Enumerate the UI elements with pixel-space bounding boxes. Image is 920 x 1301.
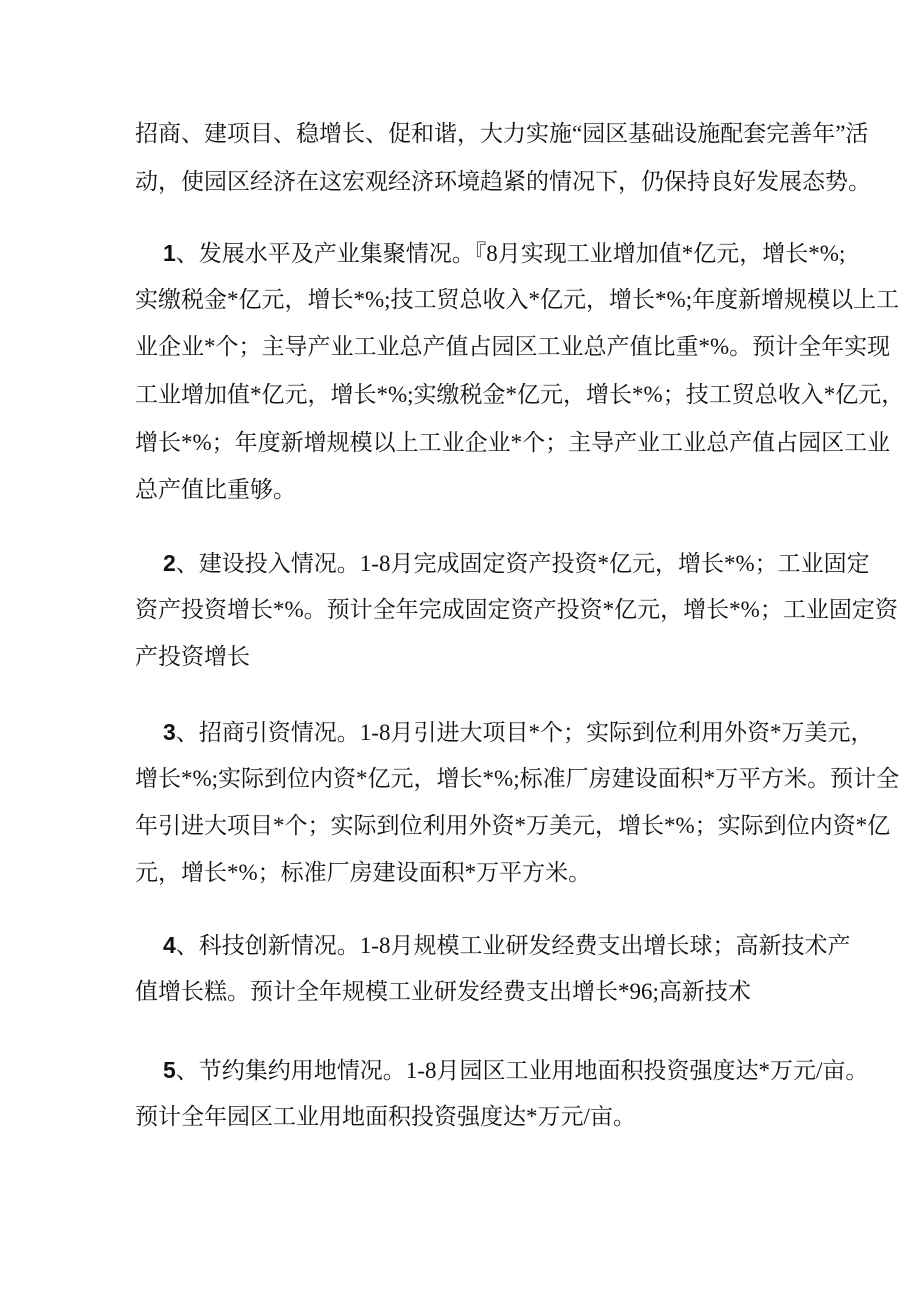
section-4-first-line: [163, 930, 851, 960]
section-2-first-line: [163, 548, 870, 578]
section-3-line: 元，增长*%；标准厂房建设面积*万平方米。: [135, 860, 592, 885]
section-1-first-line: [163, 238, 846, 268]
section-1-line: 总产值比重够。: [135, 477, 296, 502]
section-number: 2: [163, 550, 176, 576]
section-heading-text: 、发展水平及产业集聚情况。『8月实现工业增加值*亿元，增长*%;: [175, 241, 846, 266]
intro-line: 动，使园区经济在这宏观经济环境趋紧的情况下，仍保持良好发展态势。: [135, 169, 871, 194]
section-heading-text: 、节约集约用地情况。1-8月园区工业用地面积投资强度达*万元/亩。: [175, 1058, 869, 1083]
section-1-line: 增长*%；年度新增规模以上工业企业*个；主导产业工业总产值占园区工业: [135, 430, 891, 455]
section-number: 4: [163, 932, 176, 958]
section-3-first-line: [163, 717, 874, 747]
section-5-first-line: [163, 1055, 869, 1085]
section-3-line: 年引进大项目*个；实际到位利用外资*万美元，增长*%；实际到位内资*亿: [135, 813, 891, 838]
section-5-line: 预计全年园区工业用地面积投资强度达*万元/亩。: [135, 1104, 636, 1129]
intro-line: 招商、建项目、稳增长、促和谐，大力实施“园区基础设施配套完善年”活: [135, 121, 869, 146]
section-heading-text: 、招商引资情况。1-8月引进大项目*个；实际到位利用外资*万美元，: [175, 720, 874, 745]
section-1-line: 工业增加值*亿元，增长*%;实缴税金*亿元，增长*%；技工贸总收入*亿元，: [135, 382, 905, 407]
section-1-line: 实缴税金*亿元，增长*%;技工贸总收入*亿元，增长*%;年度新增规模以上工: [135, 287, 900, 312]
section-heading-text: 、建设投入情况。1-8月完成固定资产投资*亿元，增长*%；工业固定: [175, 551, 870, 576]
section-number: 1: [163, 240, 176, 266]
section-number: 3: [163, 719, 176, 745]
section-number: 5: [163, 1057, 176, 1083]
section-2-line: 产投资增长: [135, 644, 250, 669]
section-3-line: 增长*%;实际到位内资*亿元，增长*%;标准厂房建设面积*万平方米。预计全: [135, 766, 900, 791]
section-4-line: 值增长糕。预计全年规模工业研发经费支出增长*96;高新技术: [135, 979, 751, 1004]
section-1-line: 业企业*个；主导产业工业总产值占园区工业总产值比重*%。预计全年实现: [135, 334, 891, 359]
section-2-line: 资产投资增长*%。预计全年完成固定资产投资*亿元，增长*%；工业固定资: [135, 597, 898, 622]
section-heading-text: 、科技创新情况。1-8月规模工业研发经费支出增长球；高新技术产: [175, 933, 851, 958]
